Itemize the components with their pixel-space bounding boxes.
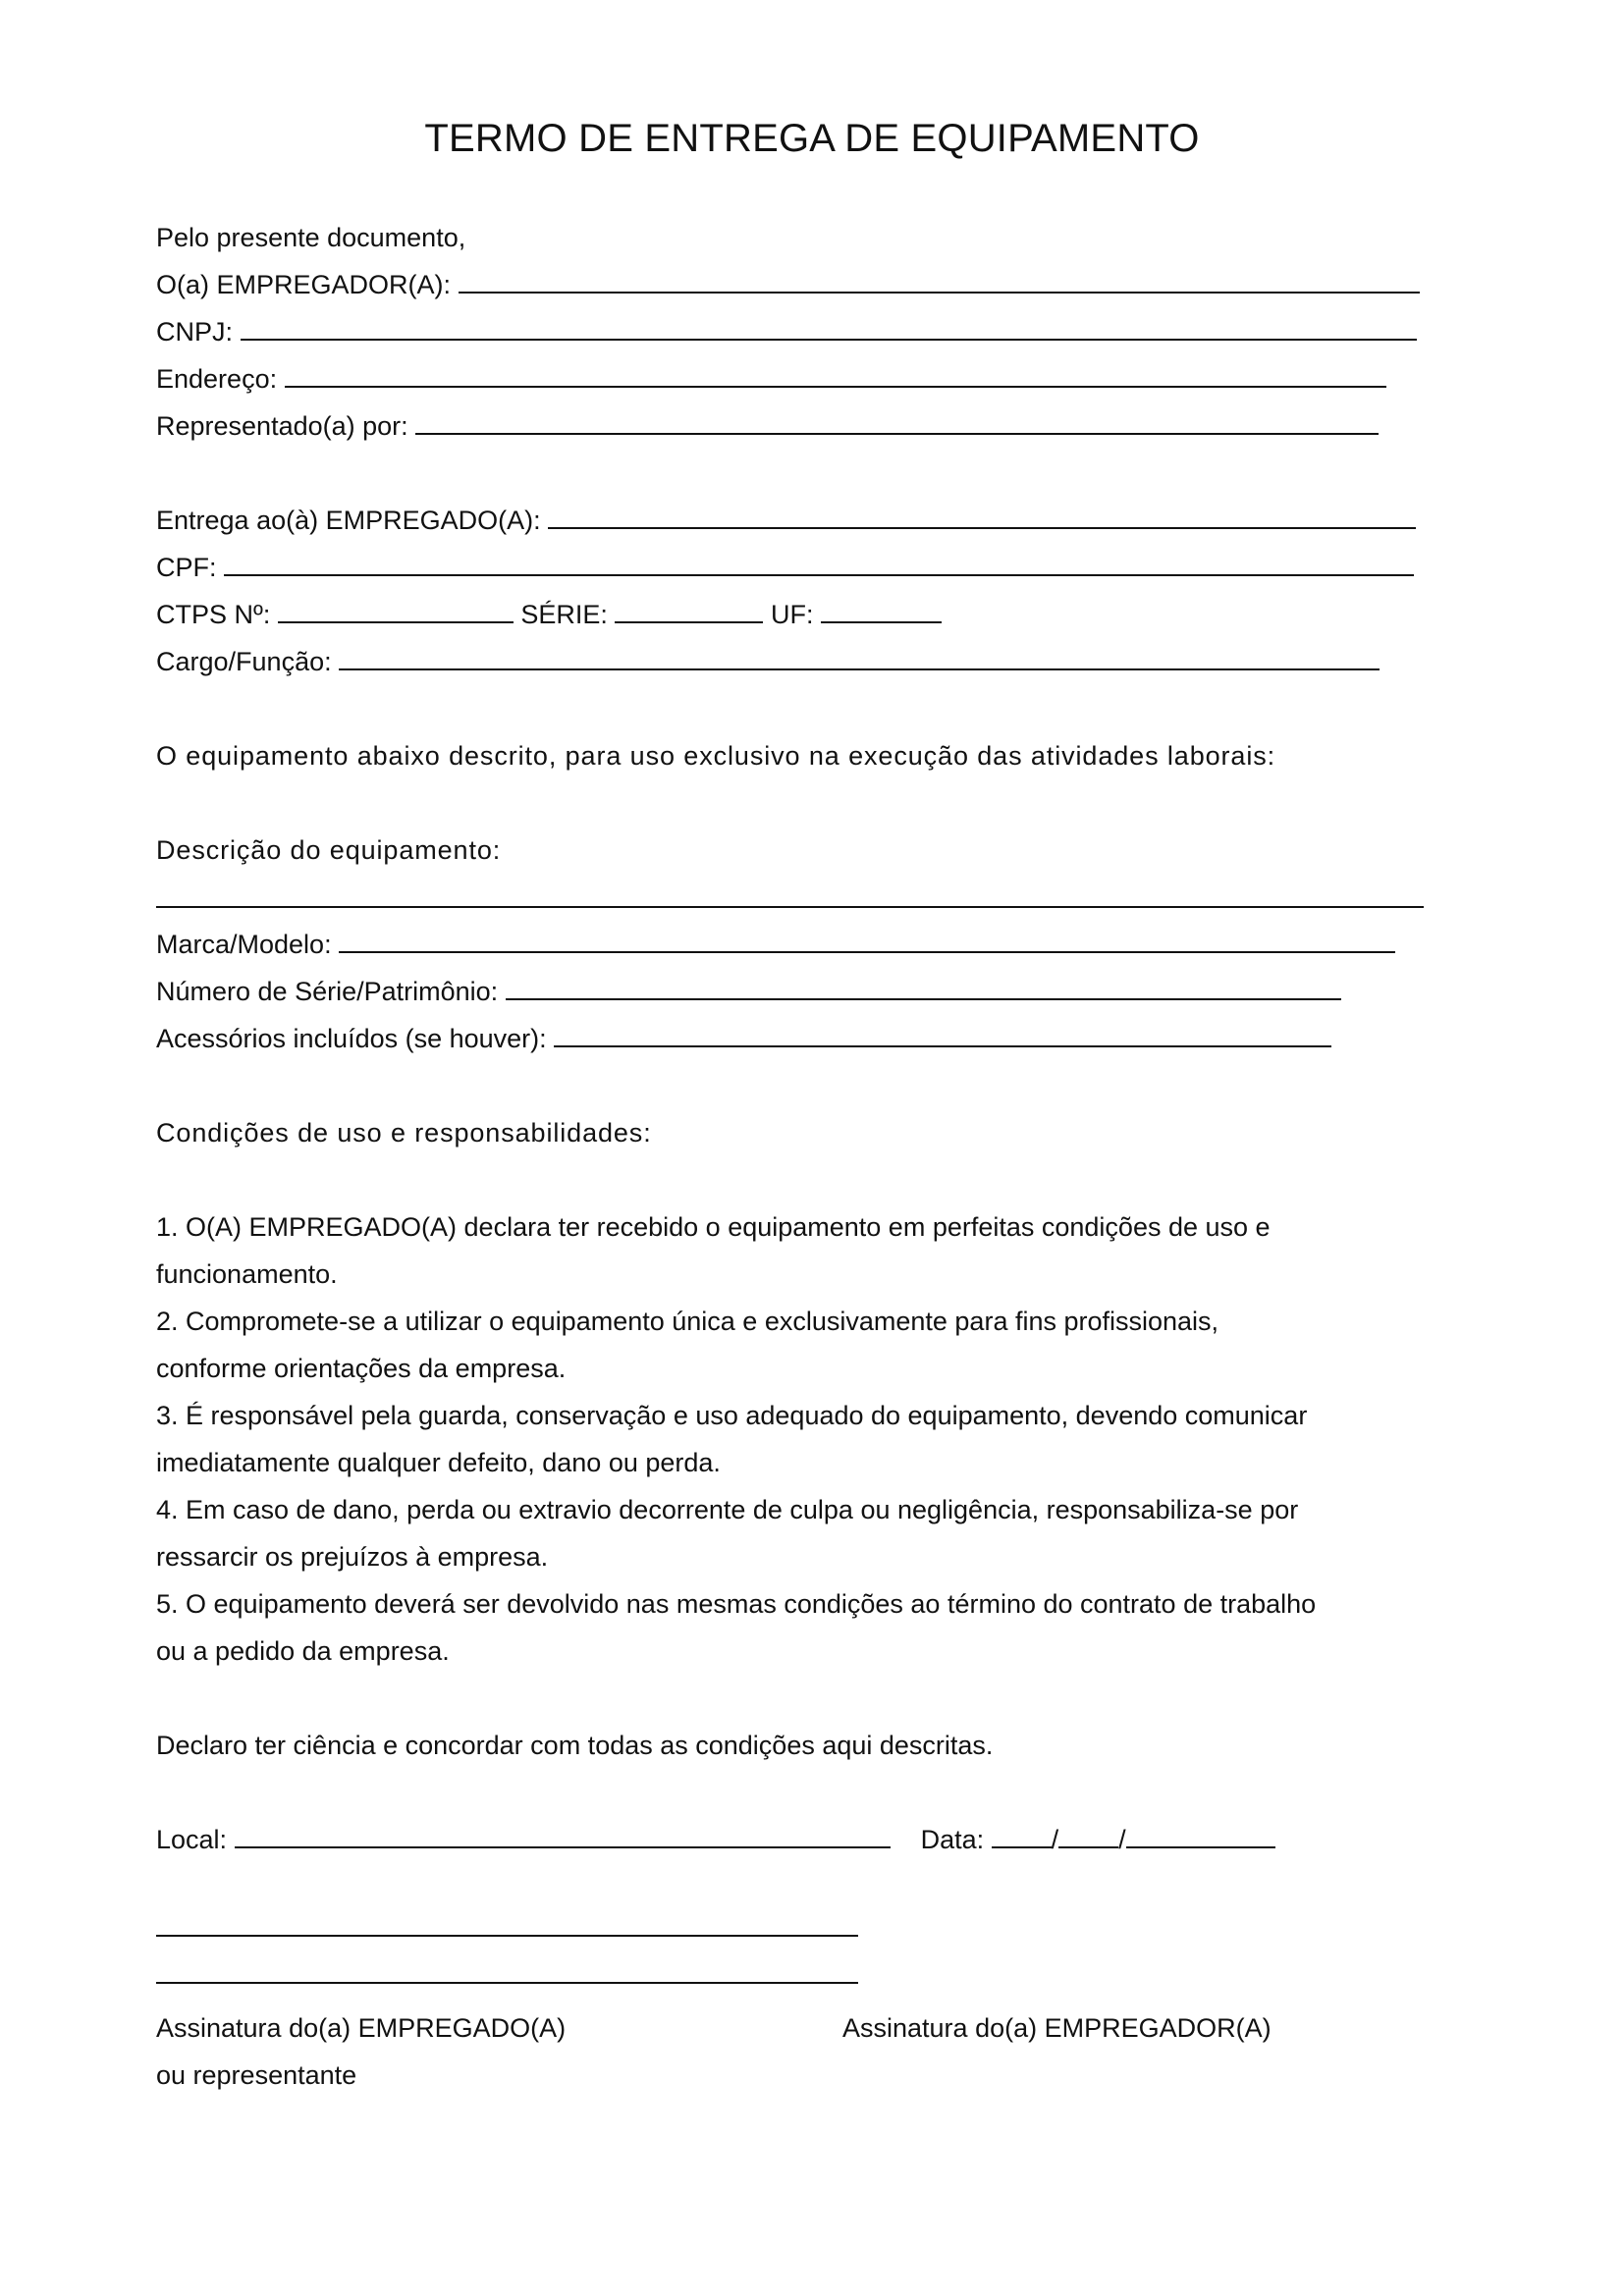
address-field[interactable] (285, 362, 1386, 388)
condition-line: ressarcir os prejuízos à empresa. (156, 1542, 549, 1572)
represented-label: Representado(a) por: (156, 411, 408, 441)
accessories-field[interactable] (554, 1022, 1331, 1047)
equipment-description-label: Descrição do equipamento: (156, 835, 502, 865)
brand-row (156, 928, 1395, 961)
serial-label: Número de Série/Patrimônio: (156, 977, 499, 1006)
condition-line: 4. Em caso de dano, perda ou extravio decorrente de culpa ou negligência, responsabiliza-se por (156, 1495, 1299, 1524)
condition-line: imediatamente qualquer defeito, dano ou perda. (156, 1448, 721, 1477)
document-title: TERMO DE ENTREGA DE EQUIPAMENTO (424, 117, 1200, 160)
ctps-row (156, 598, 942, 631)
condition-line: 3. É responsável pela guarda, conservação e uso adequado do equipamento, devendo comunicar (156, 1401, 1308, 1430)
address-label: Endereço: (156, 364, 278, 394)
date-separator: / (1051, 1825, 1059, 1854)
date-month-field[interactable] (1058, 1823, 1118, 1848)
represented-row (156, 409, 1379, 443)
local-date-row (156, 1823, 1275, 1856)
intro-text: Pelo presente documento, (156, 223, 466, 252)
represented-field[interactable] (415, 409, 1379, 435)
conditions-heading: Condições de uso e responsabilidades: (156, 1118, 652, 1148)
role-field[interactable] (339, 645, 1380, 670)
cnpj-row (156, 315, 1417, 348)
condition-line: 1. O(A) EMPREGADO(A) declara ter recebido o equipamento em perfeitas condições de uso e (156, 1212, 1271, 1242)
uf-label: UF: (770, 600, 814, 629)
employee-name-row (156, 504, 1416, 537)
role-label: Cargo/Função: (156, 647, 332, 676)
cpf-field[interactable] (224, 551, 1414, 576)
cpf-label: CPF: (156, 553, 217, 582)
accessories-row (156, 1022, 1331, 1055)
employer-name-label: O(a) EMPREGADOR(A): (156, 270, 452, 299)
ctps-field[interactable] (278, 598, 514, 623)
employee-name-label: Entrega ao(à) EMPREGADO(A): (156, 506, 541, 535)
date-separator: / (1118, 1825, 1126, 1854)
brand-label: Marca/Modelo: (156, 930, 332, 959)
serie-field[interactable] (615, 598, 763, 623)
employee-name-field[interactable] (548, 504, 1416, 529)
serial-row (156, 975, 1341, 1008)
cnpj-label: CNPJ: (156, 317, 234, 347)
cnpj-field[interactable] (241, 315, 1417, 341)
signature-line-employer[interactable] (156, 1982, 858, 1984)
employee-signature-label: Assinatura do(a) EMPREGADO(A) (156, 2013, 567, 2043)
condition-line: funcionamento. (156, 1259, 338, 1289)
employer-signature-label: Assinatura do(a) EMPREGADOR(A) (842, 2013, 1272, 2043)
local-label: Local: (156, 1825, 228, 1854)
signature-line-employee[interactable] (156, 1935, 858, 1937)
local-field[interactable] (235, 1823, 891, 1848)
employer-name-field[interactable] (459, 268, 1420, 294)
uf-field[interactable] (821, 598, 942, 623)
employee-signature-sublabel: ou representante (156, 2060, 357, 2090)
condition-line: 2. Compromete-se a utilizar o equipamento única e exclusivamente para fins profissionais, (156, 1307, 1219, 1336)
date-year-field[interactable] (1126, 1823, 1275, 1848)
serial-field[interactable] (506, 975, 1341, 1000)
condition-line: 5. O equipamento deverá ser devolvido nas mesmas condições ao término do contrato de trabalho (156, 1589, 1317, 1619)
ctps-label: CTPS Nº: (156, 600, 271, 629)
equipment-description-field[interactable] (156, 906, 1424, 908)
serie-label: SÉRIE: (520, 600, 608, 629)
condition-line: conforme orientações da empresa. (156, 1354, 567, 1383)
date-day-field[interactable] (992, 1823, 1052, 1848)
cpf-row (156, 551, 1414, 584)
declaration-text: Declaro ter ciência e concordar com todas as condições aqui descritas. (156, 1731, 994, 1760)
role-row (156, 645, 1380, 678)
date-label: Data: (920, 1825, 985, 1854)
brand-field[interactable] (339, 928, 1395, 953)
equipment-intro: O equipamento abaixo descrito, para uso exclusivo na execução das atividades laborais: (156, 741, 1276, 771)
condition-line: ou a pedido da empresa. (156, 1636, 450, 1666)
accessories-label: Acessórios incluídos (se houver): (156, 1024, 547, 1053)
address-row (156, 362, 1386, 396)
employer-name-row (156, 268, 1420, 301)
